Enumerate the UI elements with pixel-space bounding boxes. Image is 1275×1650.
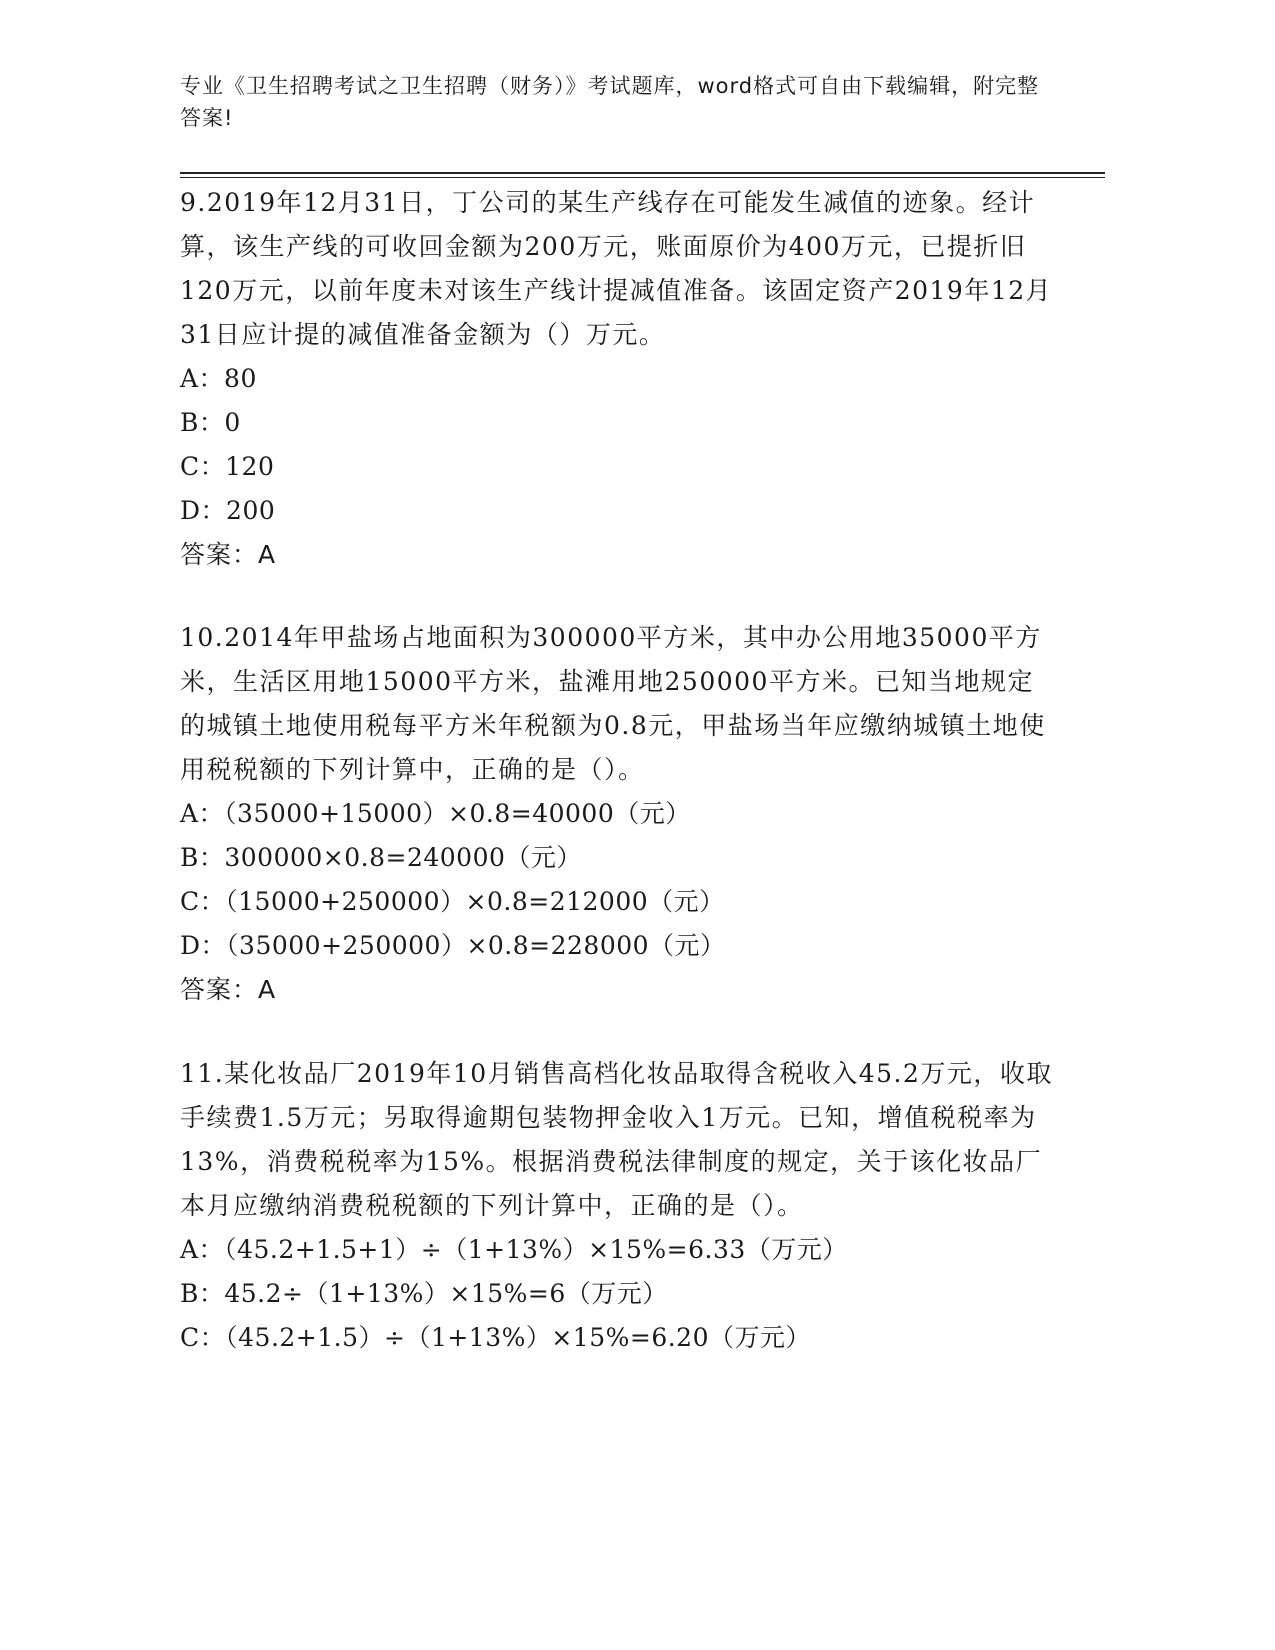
header-divider xyxy=(180,172,1105,178)
answer: 答案：A xyxy=(180,540,277,569)
question-10 xyxy=(180,616,1060,1012)
option-a: A：（45.2+1.5+1）÷（1+13%）×15%=6.33（万元） xyxy=(180,1235,848,1264)
question-stem: 10.2014年甲盐场占地面积为300000平方米，其中办公用地35000平方米，生活区用地15000平方米，盐滩用地250000平方米。已知当地规定的城镇土地使用税每平方米年税额为0.8元，甲盐场当年应缴纳城镇土地使用税税额的下列计算中，正确的是（）。 xyxy=(180,623,1046,784)
option-a: A：（35000+15000）×0.8=40000（元） xyxy=(180,799,691,828)
question-stem: 9.2019年12月31日，丁公司的某生产线存在可能发生减值的迹象。经计算，该生产线的可收回金额为200万元，账面原价为400万元，已提折旧120万元，以前年度未对该生产线计提减值准备。该固定资产2019年12月31日应计提的减值准备金额为（）万元。 xyxy=(180,188,1053,349)
option-d: D：200 xyxy=(180,496,276,525)
document-header: 专业《卫生招聘考试之卫生招聘（财务）》考试题库，word格式可自由下载编辑，附完整答案! xyxy=(180,74,1040,130)
option-a: A：80 xyxy=(180,364,257,393)
option-c: C：120 xyxy=(180,452,275,481)
question-11 xyxy=(180,1052,1060,1360)
option-c: C：（15000+250000）×0.8=212000（元） xyxy=(180,887,725,916)
option-c: C：（45.2+1.5）÷（1+13%）×15%=6.20（万元） xyxy=(180,1323,811,1352)
option-b: B：45.2÷（1+13%）×15%=6（万元） xyxy=(180,1279,668,1308)
answer: 答案：A xyxy=(180,975,277,1004)
question-9 xyxy=(180,181,1060,577)
option-b: B：0 xyxy=(180,408,241,437)
option-d: D：（35000+250000）×0.8=228000（元） xyxy=(180,931,726,960)
question-stem: 11.某化妆品厂2019年10月销售高档化妆品取得含税收入45.2万元，收取手续费1.5万元；另取得逾期包装物押金收入1万元。已知，增值税税率为13%，消费税税率为15%。根据消费税法律制度的规定，关于该化妆品厂本月应缴纳消费税税额的下列计算中，正确的是（）。 xyxy=(180,1059,1053,1220)
option-b: B：300000×0.8=240000（元） xyxy=(180,843,582,872)
